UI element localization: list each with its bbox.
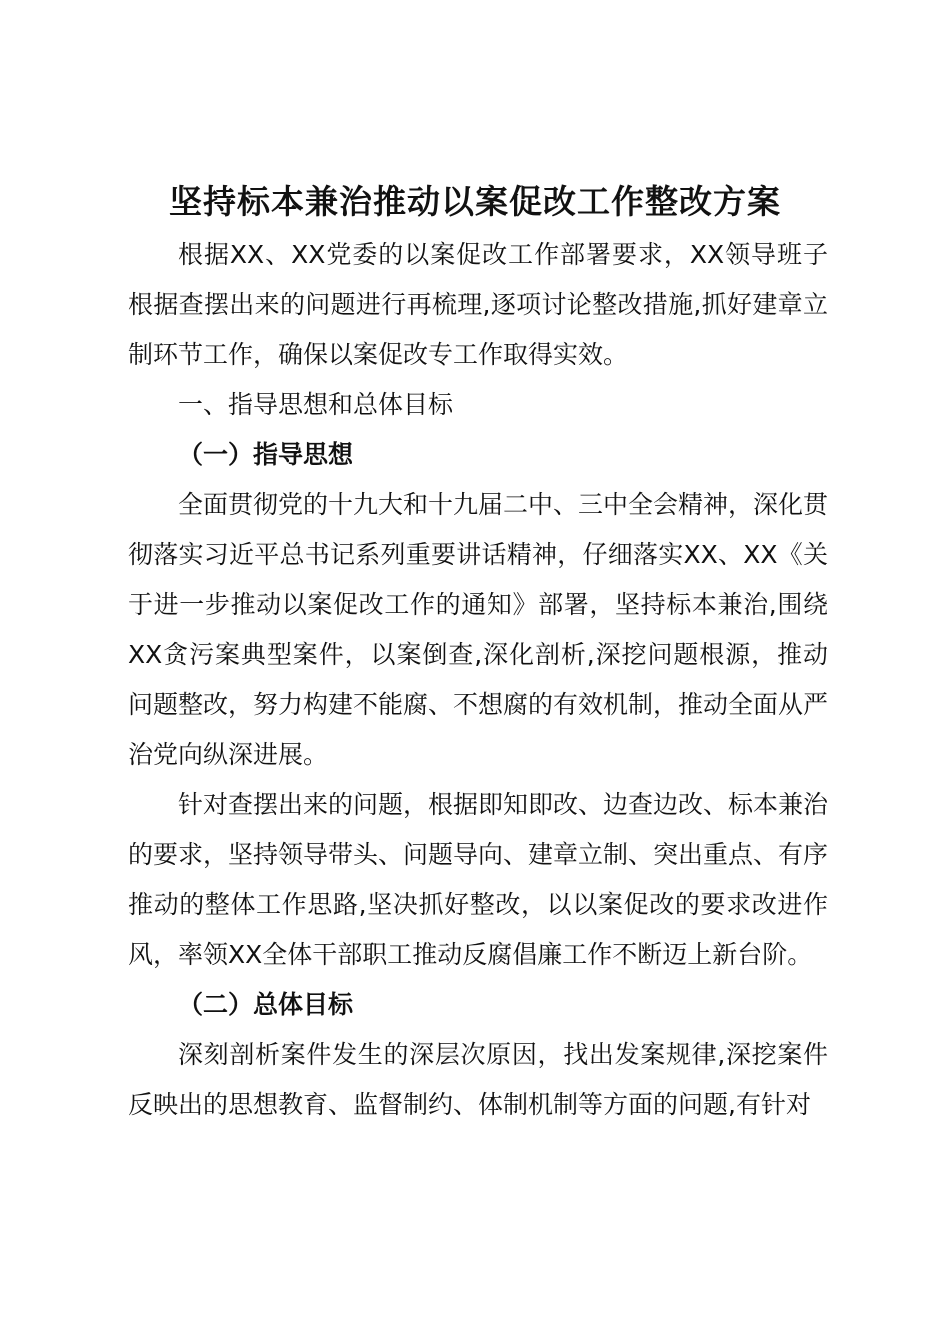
- document-body: [128, 230, 828, 1130]
- paragraph-guiding-ideology: 全面贯彻党的十九大和十九届二中、三中全会精神，深化贯彻落实习近平总书记系列重要讲话精神，仔细落实XX、XX《关于进一步推动以案促改工作的通知》部署，坚持标本兼治,围绕XX贪污案典型案件，以案倒查,深化剖析,深挖问题根源，推动问题整改，努力构建不能腐、不想腐的有效机制，推动全面从严治党向纵深进展。: [128, 490, 829, 769]
- document-title: 坚持标本兼治推动以案促改工作整改方案: [169, 182, 781, 221]
- paragraph-rectification-approach: 针对查摆出来的问题，根据即知即改、边查边改、标本兼治的要求，坚持领导带头、问题导向、建章立制、突出重点、有序推动的整体工作思路,坚决抓好整改，以以案促改的要求改进作风，率领XX全体干部职工推动反腐倡廉工作不断迈上新台阶。: [128, 790, 829, 969]
- paragraph-overall-goal: 深刻剖析案件发生的深层次原因，找出发案规律,深挖案件反映出的思想教育、监督制约、体制机制等方面的问题,有针对: [128, 1040, 828, 1119]
- section-heading-1: 一、指导思想和总体目标: [178, 390, 454, 419]
- intro-paragraph: 根据XX、XX党委的以案促改工作部署要求，XX领导班子根据查摆出来的问题进行再梳理,逐项讨论整改措施,抓好建章立制环节工作，确保以案促改专工作取得实效。: [128, 240, 828, 369]
- subheading-guiding-ideology: （一）指导思想: [178, 440, 354, 469]
- subheading-overall-goal: （二）总体目标: [178, 990, 354, 1019]
